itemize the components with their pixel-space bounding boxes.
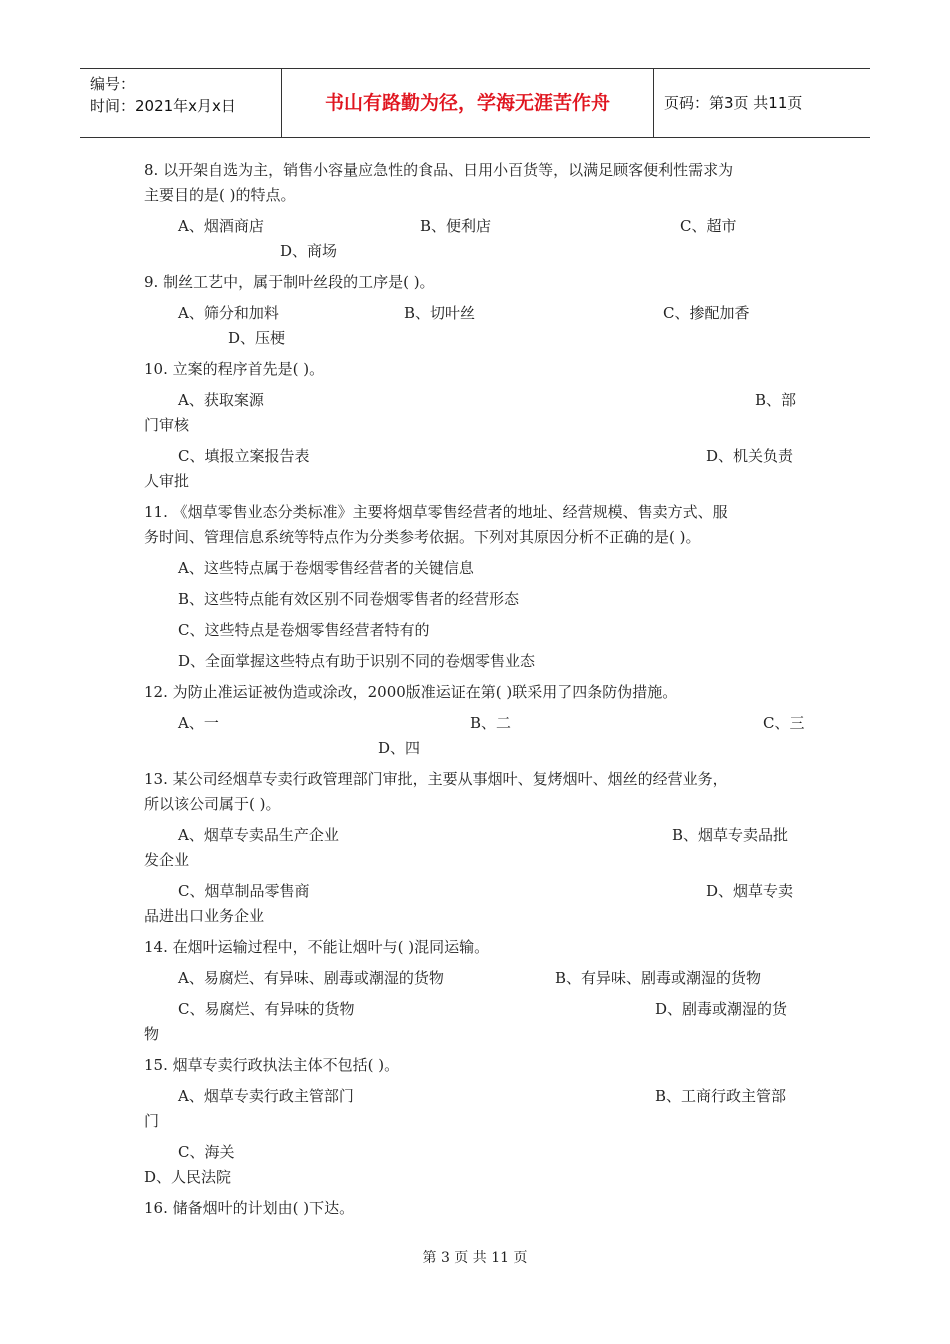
option: B、有异味、剧毒或潮湿的货物 [555,969,762,987]
page-header [80,68,870,138]
number-label: 编号： [90,75,136,93]
option: C、掺配加香 [663,304,750,322]
option: A、烟草专卖品生产企业 [178,826,339,844]
option: D、全面掌握这些特点有助于识别不同的卷烟零售业态 [178,652,536,670]
option: B、切叶丝 [404,304,476,322]
option: C、三 [763,714,805,732]
option: B、工商行政主管部 [655,1087,787,1105]
option: C、填报立案报告表 [178,447,310,465]
text-line: 15. 烟草专卖行政执法主体不包括( )。 [144,1056,400,1074]
option-continued: 门审核 [144,416,190,434]
text-line: 8. 以开架自选为主，销售小容量应急性的食品、日用小百货等，以满足顾客便利性需求为 [144,161,734,179]
text-line: 主要目的是( )的特点。 [144,186,296,204]
option: D、烟草专卖 [706,882,794,900]
option-continued: 发企业 [144,851,190,869]
page-label: 页码：第3页 共11页 [664,94,803,112]
text-line: 10. 立案的程序首先是( )。 [144,360,325,378]
page-footer: 第 3 页 共 11 页 [422,1250,528,1266]
option: D、四 [378,739,421,757]
text-line: 12. 为防止准运证被伪造或涂改，2000版准运证在第( )联采用了四条防伪措施。 [144,683,678,701]
option-continued: 门 [144,1112,160,1130]
option: C、易腐烂、有异味的货物 [178,1000,355,1018]
option: A、烟酒商店 [178,217,264,235]
text-line: 11. 《烟草零售业态分类标准》主要将烟草零售经营者的地址、经营规模、售卖方式、服 [144,503,728,521]
text-line: 9. 制丝工艺中，属于制叶丝段的工序是( )。 [144,273,435,291]
option: B、二 [470,714,512,732]
option-continued: 物 [144,1025,160,1043]
text-line: 13. 某公司经烟草专卖行政管理部门审批，主要从事烟叶、复烤烟叶、烟丝的经营业务， [144,770,728,788]
option: A、筛分和加料 [178,304,279,322]
option: D、机关负责 [706,447,794,465]
motto: 书山有路勤为径，学海无涯苦作舟 [282,69,654,137]
option: D、压梗 [228,329,286,347]
option-continued: 人审批 [144,472,190,490]
text-line: 16. 储备烟叶的计划由( )下达。 [144,1199,355,1217]
option: A、获取案源 [178,391,264,409]
option-continued: 品进出口业务企业 [144,907,265,925]
option: C、超市 [680,217,737,235]
text-line: 务时间、管理信息系统等特点作为分类参考依据。下列对其原因分析不正确的是( )。 [144,528,701,546]
option: C、海关 [178,1143,235,1161]
option: C、烟草制品零售商 [178,882,310,900]
option: D、人民法院 [144,1168,232,1186]
option: A、这些特点属于卷烟零售经营者的关键信息 [178,559,474,577]
option: A、烟草专卖行政主管部门 [178,1087,354,1105]
text-line: 14. 在烟叶运输过程中，不能让烟叶与( )混同运输。 [144,938,490,956]
option: A、易腐烂、有异味、剧毒或潮湿的货物 [178,969,444,987]
text-line: 所以该公司属于( )。 [144,795,281,813]
option: D、商场 [280,242,338,260]
option: A、一 [178,714,219,732]
date-label: 时间：2021年x月x日 [90,97,236,115]
option: D、剧毒或潮湿的货 [655,1000,788,1018]
option: B、便利店 [420,217,492,235]
option: C、这些特点是卷烟零售经营者特有的 [178,621,430,639]
header-info [80,69,282,137]
option: B、这些特点能有效区别不同卷烟零售者的经营形态 [178,590,520,608]
option: B、部 [755,391,797,409]
option: B、烟草专卖品批 [672,826,789,844]
